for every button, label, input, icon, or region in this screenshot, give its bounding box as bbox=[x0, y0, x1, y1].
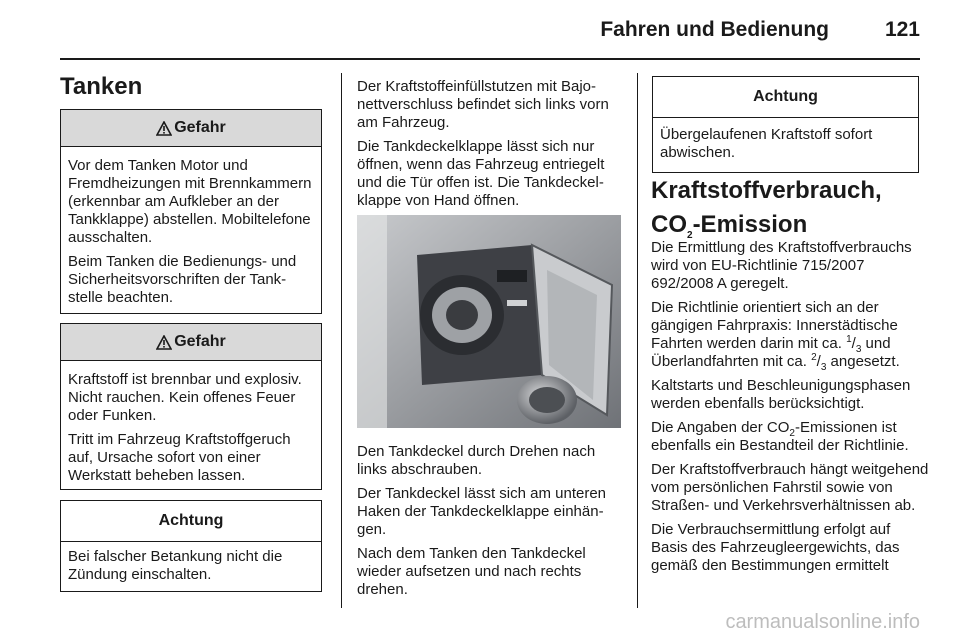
consumption-heading-text: Kraftstoffverbrauch, CO bbox=[651, 177, 882, 238]
col3-text-5: Der Kraftstoffverbrauch hängt weitgehend vom persönlichen Fahrstil sowie von Straßen- und Verkehrsverhältnissen ab. bbox=[651, 461, 929, 514]
col3-text-2: Die Richtlinie orientiert sich an der gängigen Fahrpraxis: Innerstädtische Fahrten werden darin mit ca. $^1/_3$ und Überlandfahrten mit ca. $^2/_3$ angesetzt. bbox=[651, 299, 900, 373]
danger-box-2-body bbox=[61, 361, 321, 485]
column-divider-2 bbox=[637, 73, 638, 608]
danger-box-1-header bbox=[61, 110, 321, 147]
header-rule bbox=[60, 58, 920, 60]
header-title: Fahren und Bedienung bbox=[600, 18, 829, 41]
warning-triangle-icon bbox=[156, 335, 172, 350]
co2-subscript: 2 bbox=[687, 229, 693, 241]
column-3-text bbox=[651, 239, 931, 581]
watermark: carmanualsonline.info bbox=[725, 611, 920, 633]
column-2-top bbox=[357, 78, 625, 216]
col2-text-4: Der Tankdeckel lässt sich am unteren Haken der Tankdeckelklappe einhängen. bbox=[357, 485, 607, 538]
danger-box-1 bbox=[60, 109, 322, 314]
col2-text-1: Der Kraftstoffeinfüllstutzen mit Bajonettverschluss befindet sich links vorn am Fahrzeug. bbox=[357, 78, 609, 131]
danger-box-1-title: Gefahr bbox=[174, 119, 226, 136]
notice-box-2 bbox=[652, 76, 919, 173]
col2-text-3: Den Tankdeckel durch Drehen nach links abschrauben. bbox=[357, 443, 596, 478]
notice-box-2-header bbox=[653, 77, 918, 118]
fuel-filler-photo bbox=[357, 215, 621, 428]
col3-text-4: Die Angaben der $CO_2$-Emissionen ist ebenfalls ein Bestandteil der Richtlinie. bbox=[651, 419, 909, 454]
danger-box-2-header bbox=[61, 324, 321, 361]
notice-box-1-text: Bei falscher Betankung nicht die Zündung einschalten. bbox=[68, 548, 283, 583]
page-header bbox=[0, 0, 960, 60]
consumption-heading bbox=[651, 174, 931, 242]
section-title: Tanken bbox=[60, 73, 143, 100]
notice-box-1-header bbox=[61, 501, 321, 542]
notice-box-1 bbox=[60, 500, 322, 592]
col3-text-1: Die Ermittlung des Kraftstoffverbrauchs wird von EU-Richtlinie 715/2007 692/2008 A geregelt. bbox=[651, 239, 912, 292]
danger-box-2 bbox=[60, 323, 322, 490]
notice-box-2-title: Achtung bbox=[753, 88, 818, 105]
notice-box-1-title: Achtung bbox=[158, 512, 224, 529]
notice-box-2-body bbox=[653, 118, 918, 162]
consumption-heading-suffix: -Emission bbox=[692, 211, 808, 238]
col2-text-5: Nach dem Tanken den Tankdeckel wieder aufsetzen und nach rechts drehen. bbox=[357, 545, 586, 598]
danger-box-2-text-1: Kraftstoff ist brennbar und explosiv. Nicht rauchen. Kein offenes Feuer oder Funken. bbox=[68, 371, 302, 424]
column-2-bottom bbox=[357, 443, 625, 605]
col3-text-6: Die Verbrauchsermittlung erfolgt auf Basis des Fahrzeugleergewichts, das gemäß den Bestimmungen ermittelt bbox=[651, 521, 900, 574]
col2-text-2: Die Tankdeckelklappe lässt sich nur öffnen, wenn das Fahrzeug entriegelt und die Tür offen ist. Die Tankdeckelklappe von Hand öffnen. bbox=[357, 138, 605, 209]
danger-box-2-title: Gefahr bbox=[174, 333, 226, 350]
notice-box-2-text: Übergelaufenen Kraftstoff sofort abwischen. bbox=[660, 126, 873, 161]
danger-box-2-text-2: Tritt im Fahrzeug Kraftstoffgeruch auf, Ursache sofort von einer Werkstatt beheben lassen. bbox=[68, 431, 291, 484]
fuel-filler-illustration bbox=[357, 215, 621, 428]
danger-box-1-text-1: Vor dem Tanken Motor und Fremdheizungen mit Brennkammern (erkennbar am Aufkleber an der Tankklappe) abstellen. Mobiltelefone ausschalten. bbox=[68, 157, 312, 246]
danger-box-1-body bbox=[61, 147, 321, 307]
page-number: 121 bbox=[884, 18, 920, 41]
danger-box-1-text-2: Beim Tanken die Bedienungs- und Sicherheitsvorschriften der Tankstelle beachten. bbox=[68, 253, 297, 306]
notice-box-1-body bbox=[61, 542, 321, 584]
column-divider-1 bbox=[341, 73, 342, 608]
warning-triangle-icon bbox=[156, 121, 172, 136]
col3-text-3: Kaltstarts und Beschleunigungsphasen werden ebenfalls berücksichtigt. bbox=[651, 377, 911, 412]
